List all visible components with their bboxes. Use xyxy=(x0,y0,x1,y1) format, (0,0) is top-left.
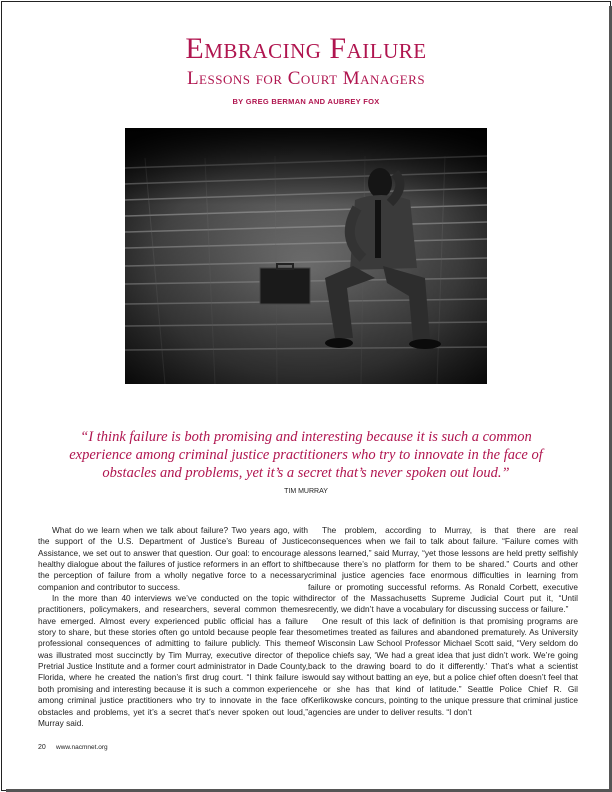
article-subtitle: Lessons for Court Managers xyxy=(186,68,426,89)
body-paragraph: The problem, according to Murray, is that there are real consequences when we fail to talk about failure. “Failure comes with lessons learned,” said Murray, “yet those lessons are held pretty selfishly because there’s no platform for them to be shared.” Courts and other criminal justice agencies face enormous difficulties in learning from failure or promoting successful reforms. As Ronald Corbett, executive director of the Massachusetts Supreme Judicial Court put it, “Until recently, we didn’t have a vocabulary for discussing success or failure.” xyxy=(308,525,578,615)
body-column-left xyxy=(38,525,308,729)
article-title: Embracing Failure xyxy=(185,32,427,65)
pull-quote-attribution: TIM MURRAY xyxy=(284,488,328,495)
body-column-right xyxy=(308,525,578,718)
body-paragraph: One result of this lack of definition is that promising programs are sometimes treated as failures and abandoned prematurely. As University of Wisconsin Law School Professor Michael Scott said, “Very seldom do police chiefs say, ‘We had a great idea that just didn’t work. We’re going back to the drawing board to do it differently.’ That’s what a scientist would say without batting an eye, but a police chief often doesn’t feel that he or she has that kind of latitude.” Seattle Police Chief R. Gil Kerlikowske concurs, pointing to the unique pressure that criminal justice agencies are under to deliver results. “I don’t xyxy=(308,615,578,717)
footer-url: www.nacmnet.org xyxy=(56,744,108,751)
page-number: 20 xyxy=(38,744,46,751)
pull-quote: “I think failure is both promising and interesting because it is such a common experience among criminal justice practitioners who try to innovate in the face of obstacles and problems, yet it’s a secret that’s never spoken out loud.” xyxy=(69,429,543,481)
article-photo xyxy=(125,128,487,384)
body-paragraph: What do we learn when we talk about failure? Two years ago, with the support of the U.S. Department of Justice’s Bureau of Justice Assistance, we set out to answer that question. Our goal: to encourage a healthy dialogue about the failures of justice reformers in an effort to shift the perception of failure from a wholly negative force to a necessary companion and contributor to success. xyxy=(38,525,308,592)
body-paragraph: In the more than 40 interviews we’ve conducted on the topic with practitioners, policymakers, and researchers, several common themes have emerged. Almost every experienced public official has a failure story to share, but these stories often go untold because people fear the professional consequences of admitting to failure publicly. This theme was illustrated most succinctly by Tim Murray, executive director of the Pretrial Justice Institute and a former court administrator in Dade County, Florida, where he created the nation’s first drug court. “I think failure is both promising and interesting because it is such a common experience among criminal justice practitioners who try to innovate in the face of obstacles and problems, yet it’s a secret that’s never spoken out loud,” Murray said. xyxy=(38,593,308,728)
article-byline: BY GREG BERMAN AND AUBREY FOX xyxy=(232,97,380,106)
